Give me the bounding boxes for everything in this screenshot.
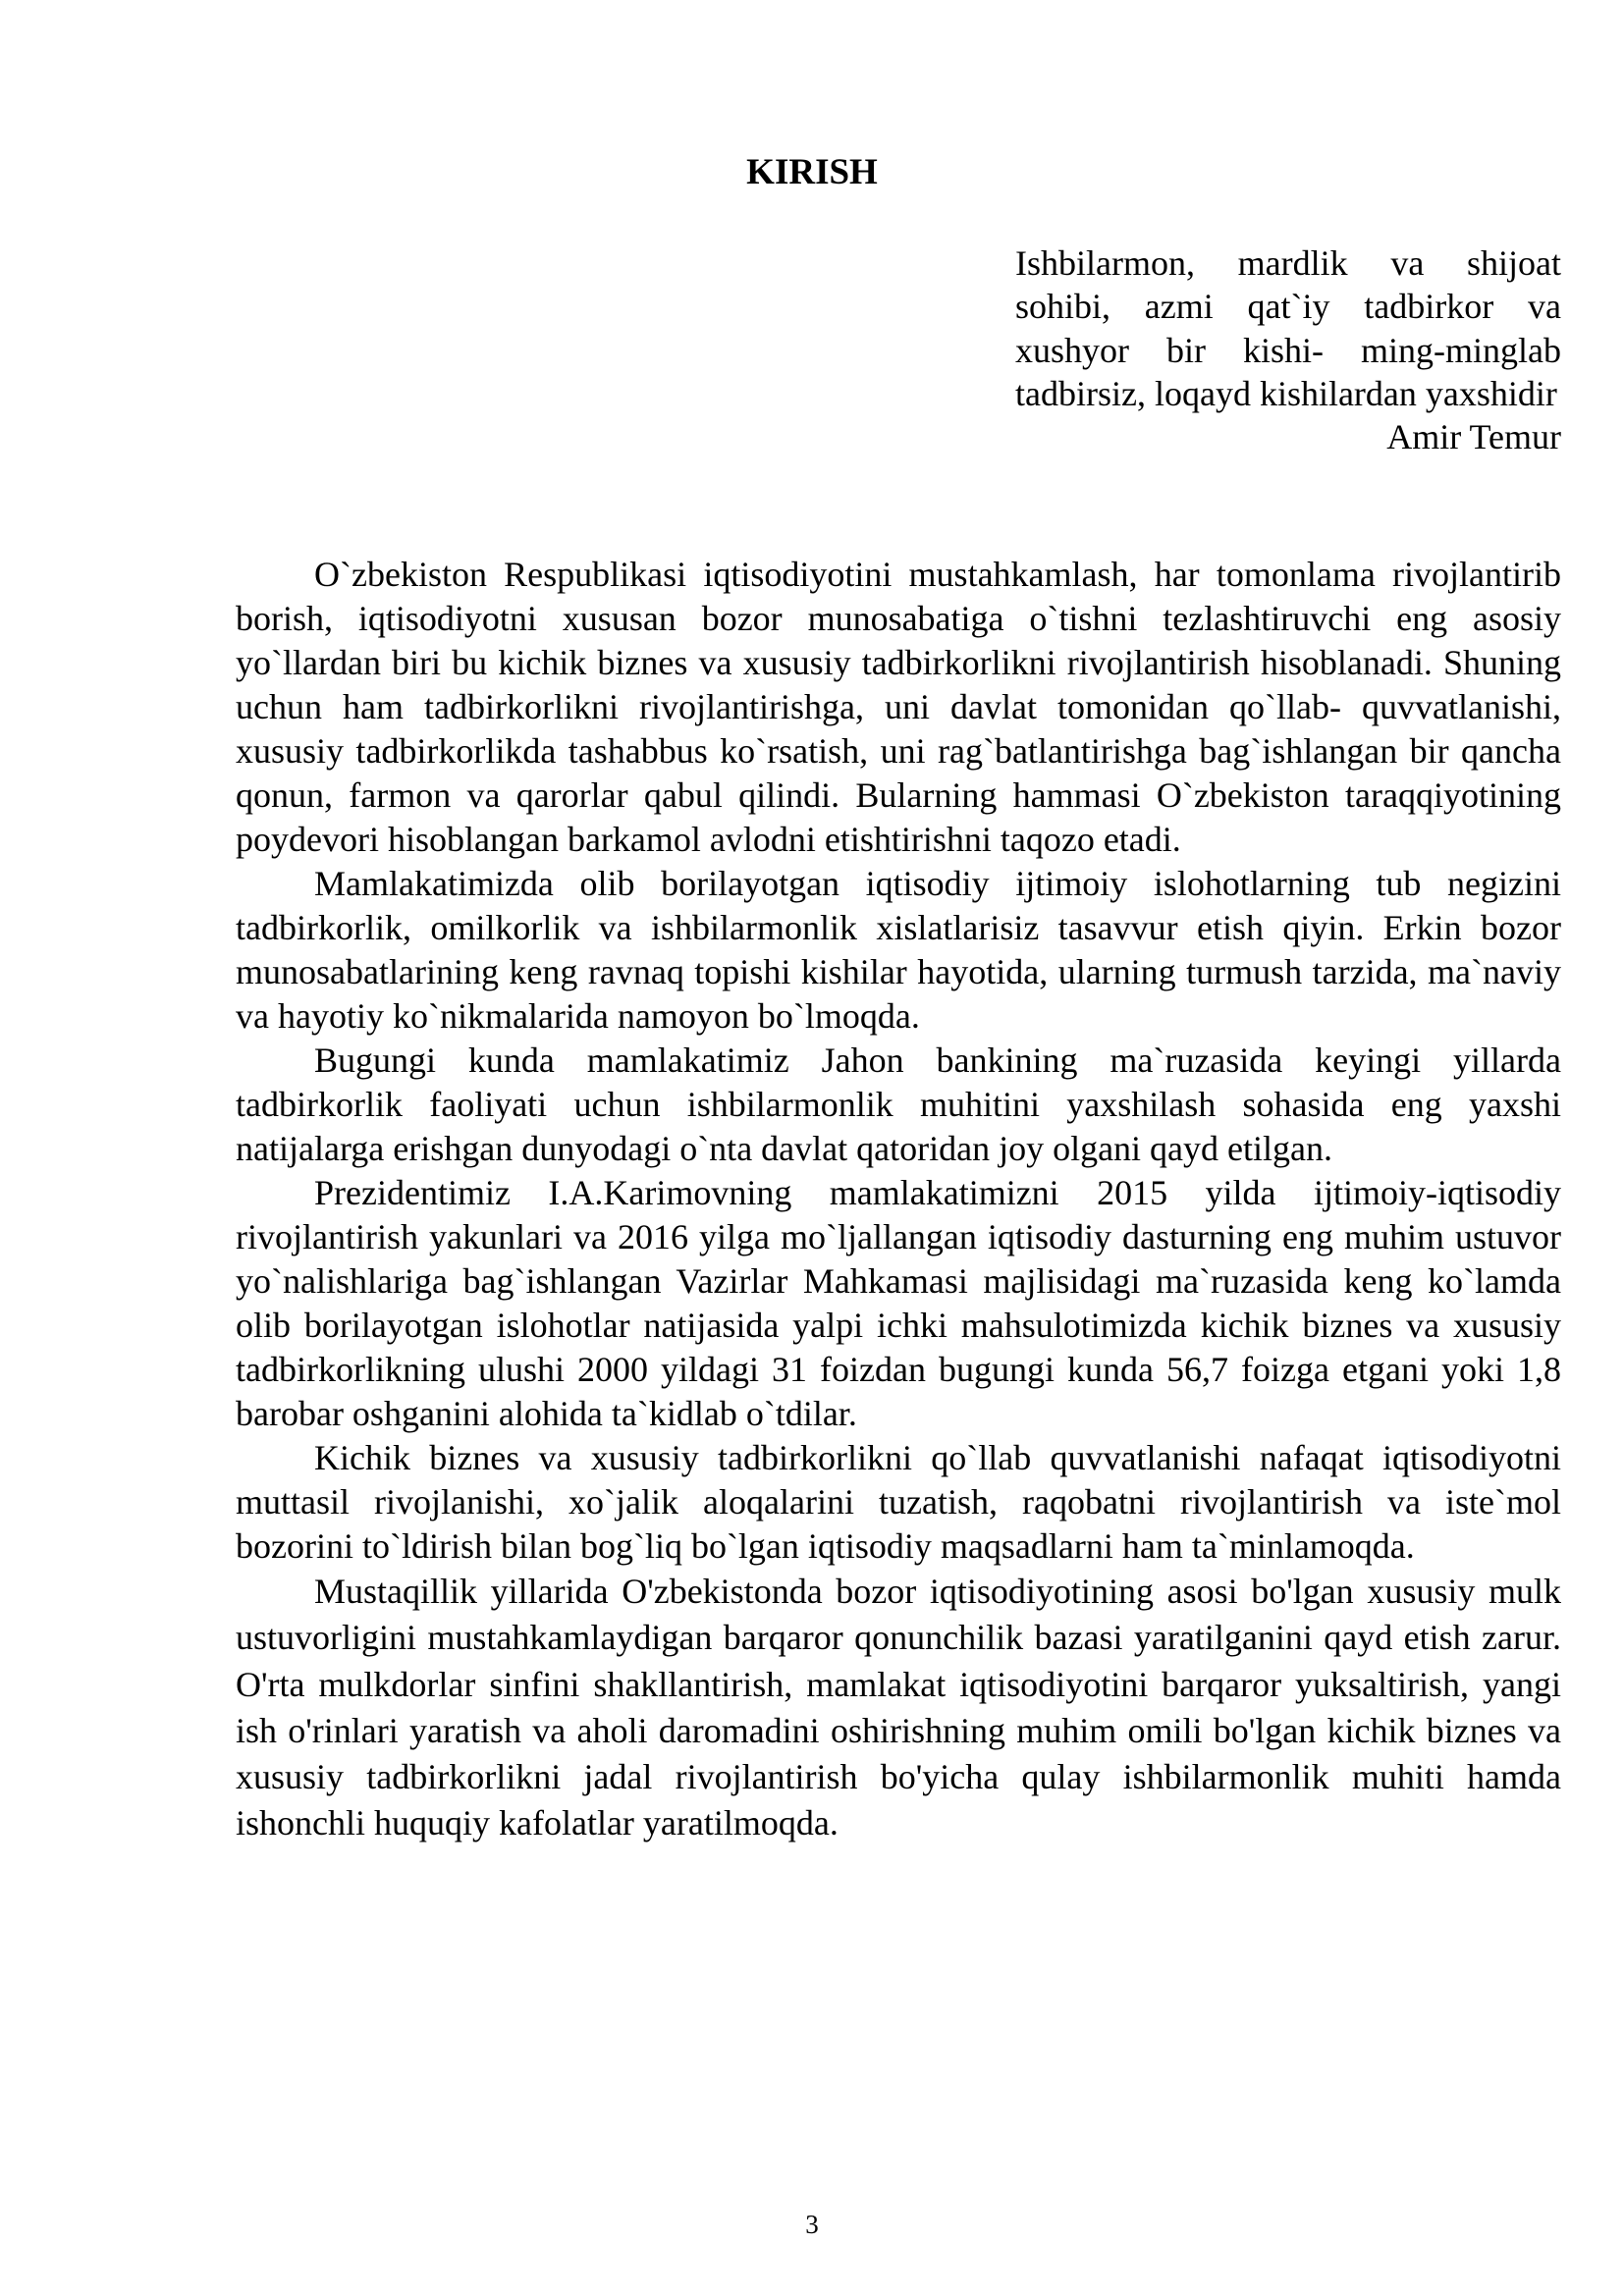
paragraph: Mamlakatimizda olib borilayotgan iqtisodiy ijtimoiy islohotlarning tub negizini tadbirkorlik, omilkorlik va ishbilarmonlik xislatlarisiz tasavvur etish qiyin. Erkin bozor munosabatlarining keng ravnaq topishi kishilar hayotida, ularning turmush tarzida, ma`naviy va hayotiy ko`nikmalarida namoyon bo`lmoqda.: [236, 864, 1561, 1036]
paragraph: Mustaqillik yillarida O'zbekistonda bozor iqtisodiyotining asosi bo'lgan xususiy mulk ustuvorligini mustahkamlaydigan barqaror qonunchilik bazasi yaratilganini qayd etish zarur. O'rta mulkdorlar sinfini shakllantirish, mamlakat iqtisodiyotini barqaror yuksaltirish, yangi ish o'rinlari yaratish va aholi daromadini oshirishning muhim omili bo'lgan kichik biznes va xususiy tadbirkorlikni jadal rivojlantirish bo'yicha qulay ishbilarmonlik muhiti hamda ishonchli huquqiy kafolatlar yaratilmoqda.: [236, 1572, 1561, 1843]
paragraph: Prezidentimiz I.A.Karimovning mamlakatimizni 2015 yilda ijtimoiy-iqtisodiy rivojlantirish yakunlari va 2016 yilga mo`ljallangan iqtisodiy dasturning eng muhim ustuvor yo`nalishlariga bag`ishlangan Vazirlar Mahkamasi majlisidagi ma`ruzasida keng ko`lamda olib borilayotgan islohotlar natijasida yalpi ichki mahsulotimizda kichik biznes va xususiy tadbirkorlikning ulushi 2000 yildagi 31 foizdan bugungi kunda 56,7 foizga etgani yoki 1,8 barobar oshganini alohida ta`kidlab o`tdilar.: [236, 1173, 1561, 1433]
paragraph: O`zbekiston Respublikasi iqtisodiyotini mustahkamlash, har tomonlama rivojlantirib borish, iqtisodiyotni xususan bozor munosabatiga o`tishni tezlashtiruvchi eng asosiy yo`llardan biri bu kichik biznes va xususiy tadbirkorlikni rivojlantirish hisoblanadi. Shuning uchun ham tadbirkorlikni rivojlantirishga, uni davlat tomonidan qo`llab- quvvatlanishi, xususiy tadbirkorlikda tashabbus ko`rsatish, uni rag`batlantirishga bag`ishlangan bir qancha qonun, farmon va qarorlar qabul qilindi. Bularning hammasi O`zbekiston taraqqiyotining poydevori hisoblangan barkamol avlodni etishtirishni taqozo etadi.: [236, 555, 1561, 859]
body-text: [236, 553, 1561, 1847]
epigraph-quote: Ishbilarmon, mardlik va shijoat sohibi, azmi qat`iy tadbirkor va xushyor bir kishi- ming-minglab tadbirsiz, loqayd kishilardan yaxshidir: [1015, 243, 1561, 413]
epigraph: [1015, 241, 1561, 458]
paragraph: Bugungi kunda mamlakatimiz Jahon bankining ma`ruzasida keyingi yillarda tadbirkorlik faoliyati uchun ishbilarmonlik muhitini yaxshilash sohasida eng yaxshi natijalarga erishgan dunyodagi o`nta davlat qatoridan joy olgani qayd etilgan.: [236, 1041, 1561, 1168]
paragraph: Kichik biznes va xususiy tadbirkorlikni qo`llab quvvatlanishi nafaqat iqtisodiyotni muttasil rivojlanishi, xo`jalik aloqalarini tuzatish, raqobatni rivojlantirish va iste`mol bozorini to`ldirish bilan bog`liq bo`lgan iqtisodiy maqsadlarni ham ta`minlamoqda.: [236, 1438, 1561, 1566]
section-heading: KIRISH: [746, 152, 878, 192]
epigraph-author: Amir Temur: [1386, 417, 1561, 457]
page-number: 3: [805, 2210, 819, 2239]
